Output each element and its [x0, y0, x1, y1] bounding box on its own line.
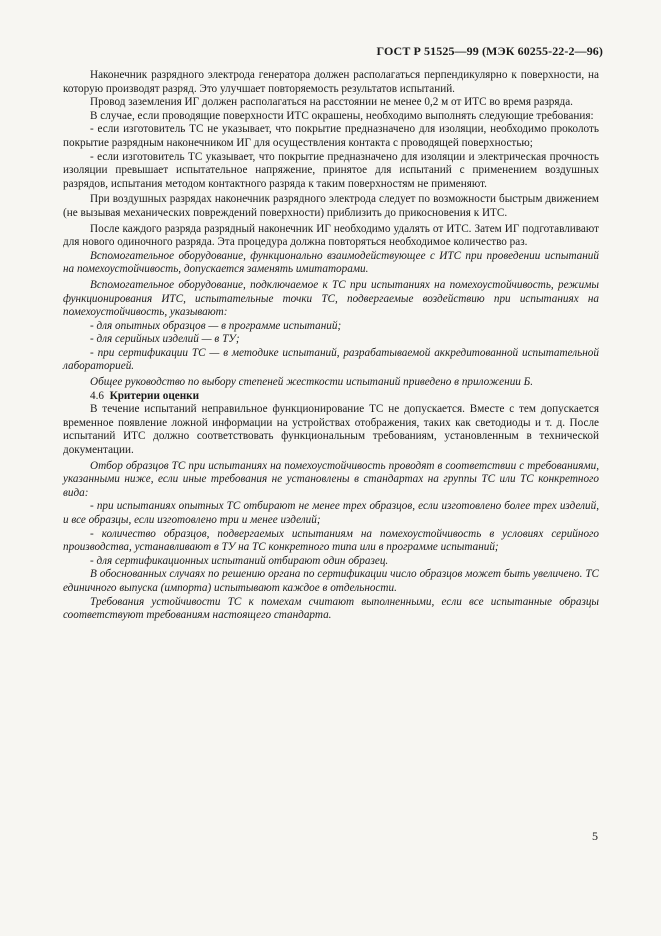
paragraph: Общее руководство по выбору степеней жесткости испытаний приведено в приложении Б. — [90, 376, 534, 389]
list-item: - если изготовитель ТС не указывает, что покрытие предназначено для изоляции, необходимо проколоть покрытие разрядным наконечником ИГ для осуществления контакта с проводящей поверхностью; — [63, 123, 599, 149]
list-item: - при сертификации ТС — в методике испытаний, разрабатываемой аккредитованной испытательной лабораторией. — [63, 346, 599, 373]
paragraph: В течение испытаний неправильное функционирование ТС не допускается. Вместе с тем допускается временное появление ложной информации на устройствах отображения, таких как светодиоды и т. д. После испытаний ИТС должно соответствовать функциональным требованиям, установленным в технической документации. — [63, 403, 599, 457]
paragraph: Наконечник разрядного электрода генератора должен располагаться перпендикулярно к поверхности, на которую производят разряд. Это улучшает повторяемость результатов испытаний. — [63, 69, 599, 95]
section-number: 4.6 — [90, 389, 104, 402]
paragraph: В случае, если проводящие поверхности ИТС окрашены, необходимо выполнять следующие требования: — [90, 109, 594, 122]
paragraph: Требования устойчивости ТС к помехам считают выполненными, если все испытанные образцы соответствуют требованиям настоящего стандарта. — [63, 595, 599, 622]
list-item: - если изготовитель ТС указывает, что покрытие предназначено для изоляции и электрическая прочность изоляции превышает испытательное напряжение, принятое для испытаний с применением воздушных разрядов, испытания методом контактного разряда к таким поверхностям не применяют. — [63, 150, 599, 190]
section-title: Критерии оценки — [109, 389, 200, 402]
list-item: - для опытных образцов — в программе испытаний; — [90, 319, 342, 332]
list-item: - для серийных изделий — в ТУ; — [90, 333, 240, 346]
list-item: - для сертификационных испытаний отбирают один образец. — [90, 554, 389, 567]
paragraph: После каждого разряда разрядный наконечник ИГ необходимо удалять от ИТС. Затем ИГ подготавливают для нового одиночного разряда. Эта процедура должна повторяться необходимое количество раз. — [63, 222, 599, 249]
paragraph: Провод заземления ИГ должен располагаться на расстоянии не менее 0,2 м от ИТС во время разряда. — [90, 96, 573, 109]
list-item: - количество образцов, подвергаемых испытаниям на помехоустойчивость в условиях серийного производства, устанавливают в ТУ на ТС конкретного типа или в программе испытаний; — [63, 527, 599, 554]
paragraph: Вспомогательное оборудование, функционально взаимодействующее с ИТС при проведении испытаний на помехоустойчивость, допускается заменять имитаторами. — [63, 249, 599, 276]
page-number: 5 — [592, 829, 598, 843]
paragraph: Отбор образцов ТС при испытаниях на помехоустойчивость проводят в соответствии с требованиями, указанными ниже, если иные требования не установлены в стандартах на группы ТС или ТС конкретного вида: — [63, 459, 599, 499]
document-body — [63, 69, 599, 623]
list-item: - при испытаниях опытных ТС отбирают не менее трех образцов, если изготовлено более трех изделий, и все образцы, если изготовлено три и менее изделий; — [63, 500, 599, 526]
section-heading — [63, 390, 599, 404]
paragraph: Вспомогательное оборудование, подключаемое к ТС при испытаниях на помехоустойчивость, режимы функционирования ИТС, испытательные точки ТС, подвергаемые воздействию при испытаниях на помехоустойчивость, указывают: — [63, 278, 599, 319]
paragraph: В обоснованных случаях по решению органа по сертификации число образцов может быть увеличено. ТС единичного выпуска (импорта) испытывают каждое в отдельности. — [63, 568, 599, 594]
paragraph: При воздушных разрядах наконечник разрядного электрода следует по возможности быстрым движением (не вызывая механических повреждений поверхности) приблизить до прикосновения к ИТС. — [63, 193, 599, 219]
document-header: ГОСТ Р 51525—99 (МЭК 60255-22-2—96) — [376, 44, 603, 58]
